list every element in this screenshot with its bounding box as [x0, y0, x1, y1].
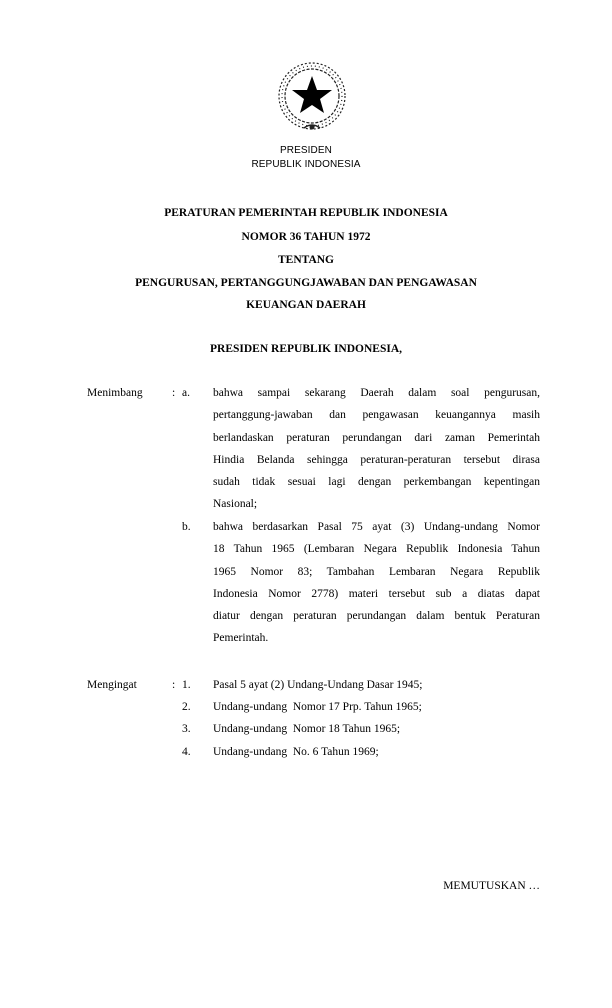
text-line: Hindia Belanda sehingga peraturan-peraturan tersebut dirasa [213, 453, 540, 466]
text-line: Pemerintah. [213, 632, 269, 645]
letterhead-presiden: PRESIDEN [280, 145, 332, 156]
title-line-1: PERATURAN PEMERINTAH REPUBLIK INDONESIA [164, 207, 448, 219]
mengingat-marker-4: 4. [182, 746, 191, 758]
text-line: Nasional; [213, 498, 258, 511]
text-line: sudah tidak sesuai lagi dengan perkembangan kepentingan [213, 476, 540, 489]
text-line: 1965 Nomor 83; Tambahan Lembaran Negara Republik [213, 565, 540, 578]
menimbang-item-a [213, 382, 540, 516]
title-line-4: PENGURUSAN, PERTANGGUNGJAWABAN DAN PENGAWASAN [135, 277, 477, 289]
text-line: bahwa berdasarkan Pasal 75 ayat (3) Undang-undang Nomor [213, 521, 540, 533]
mengingat-marker-1: 1. [182, 679, 191, 691]
title-line-3: TENTANG [277, 254, 335, 266]
mengingat-item-4: Undang-undang No. 6 Tahun 1969; [213, 746, 379, 758]
menimbang-marker-a: a. [182, 387, 190, 399]
title-line-2: NOMOR 36 TAHUN 1972 [241, 231, 371, 243]
presidential-emblem-icon [272, 58, 352, 138]
mengingat-colon: : [172, 679, 176, 691]
menimbang-marker-b: b. [182, 521, 191, 533]
text-line: berlandaskan peraturan perundangan dari zaman Pemerintah [213, 431, 540, 444]
continuation-marker: MEMUTUSKAN … [443, 880, 540, 892]
mengingat-marker-2: 2. [182, 701, 191, 713]
letterhead-republik: REPUBLIK INDONESIA [251, 159, 361, 170]
text-line: bahwa sampai sekarang Daerah dalam soal pengurusan, [213, 387, 540, 399]
preamble: PRESIDEN REPUBLIK INDONESIA, [209, 343, 403, 355]
text-line: Indonesia Nomor 2778) materi tersebut sub a diatas dapat [213, 587, 540, 600]
text-line: pertanggung-jawaban dan pengawasan keuangannya masih [213, 409, 540, 422]
menimbang-label: Menimbang [87, 387, 143, 399]
text-line: 18 Tahun 1965 (Lembaran Negara Republik Indonesia Tahun [213, 543, 540, 556]
mengingat-item-2: Undang-undang Nomor 17 Prp. Tahun 1965; [213, 701, 422, 713]
menimbang-item-b [213, 516, 540, 650]
mengingat-item-3: Undang-undang Nomor 18 Tahun 1965; [213, 723, 401, 735]
text-line: diatur dengan peraturan perundangan dalam bentuk Peraturan [213, 610, 540, 623]
menimbang-colon: : [172, 387, 176, 399]
mengingat-item-1: Pasal 5 ayat (2) Undang-Undang Dasar 1945; [213, 679, 423, 691]
mengingat-label: Mengingat [87, 679, 137, 691]
title-line-5: KEUANGAN DAERAH [246, 299, 366, 311]
mengingat-marker-3: 3. [182, 723, 191, 735]
